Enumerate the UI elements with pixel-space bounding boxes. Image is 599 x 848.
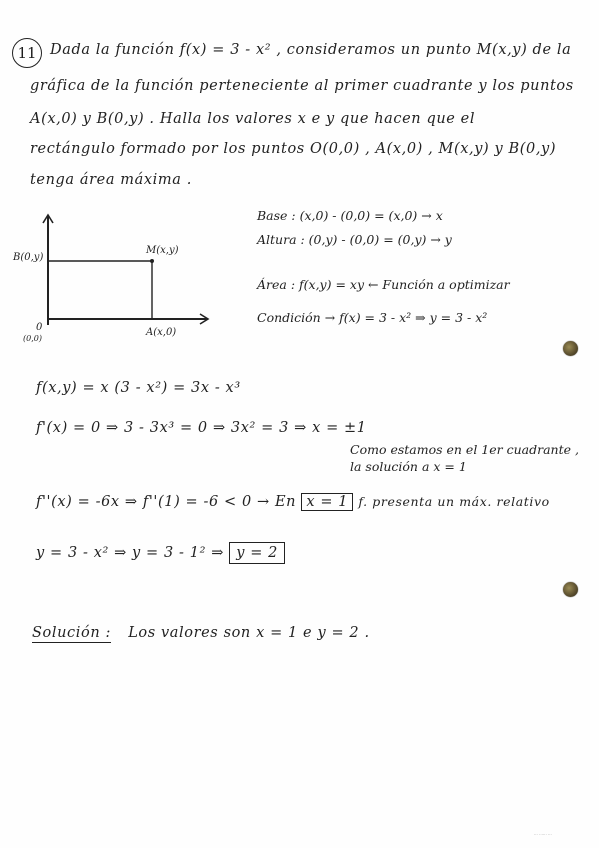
label-origin: (0,0) [23, 334, 42, 343]
binder-hole [563, 582, 578, 597]
def-condicion: Condición → f(x) = 3 - x² ⇒ y = 3 - x² [257, 310, 488, 325]
work-line-3-start: f''(x) = -6x ⇒ f''(1) = -6 < 0 → En [36, 494, 297, 510]
problem-number: 11 [12, 38, 42, 68]
work-line-2: f'(x) = 0 ⇒ 3 - 3x³ = 0 ⇒ 3x² = 3 ⇒ x = ±1 [36, 420, 367, 436]
def-area: Área : f(x,y) = xy ← Función a optimizar [257, 277, 510, 292]
solution-line [32, 625, 370, 641]
problem-line-5: tenga área máxima . [30, 172, 192, 188]
label-b: B(0,y) [13, 252, 44, 263]
work-line-3 [36, 494, 550, 510]
work-line-4 [36, 545, 285, 561]
work-line-1: f(x,y) = x (3 - x²) = 3x - x³ [36, 380, 241, 396]
def-altura: Altura : (0,y) - (0,0) = (0,y) → y [257, 232, 452, 247]
solution-text: Los valores son x = 1 e y = 2 . [128, 625, 370, 641]
work-note-1: Como estamos en el 1er cuadrante , [350, 442, 579, 457]
work-line-3-box: x = 1 [301, 493, 353, 511]
problem-line-4: rectángulo formado por los puntos O(0,0) , A(x,0) , M(x,y) y B(0,y) [30, 141, 557, 157]
result-box: y = 2 [229, 542, 285, 564]
label-o: 0 [36, 322, 43, 333]
problem-line-2: gráfica de la función perteneciente al primer cuadrante y los puntos [30, 78, 574, 94]
work-line-3-end: f. presenta un máx. relativo [358, 494, 550, 509]
label-a: A(x,0) [146, 327, 177, 338]
rectangle-graph [10, 205, 250, 355]
binder-hole [563, 341, 578, 356]
problem-line-1: Dada la función f(x) = 3 - x² , consideramos un punto M(x,y) de la [50, 42, 572, 58]
work-note-2: la solución a x = 1 [350, 459, 467, 474]
footer-mark: ··· ······ ··· [534, 832, 552, 837]
label-m: M(x,y) [146, 245, 179, 256]
problem-line-3: A(x,0) y B(0,y) . Halla los valores x e y que hacen que el [30, 111, 476, 127]
work-line-4-start: y = 3 - x² ⇒ y = 3 - 1² ⇒ [36, 545, 224, 561]
def-base: Base : (x,0) - (0,0) = (x,0) → x [257, 208, 443, 223]
solution-label: Solución : [32, 625, 111, 641]
